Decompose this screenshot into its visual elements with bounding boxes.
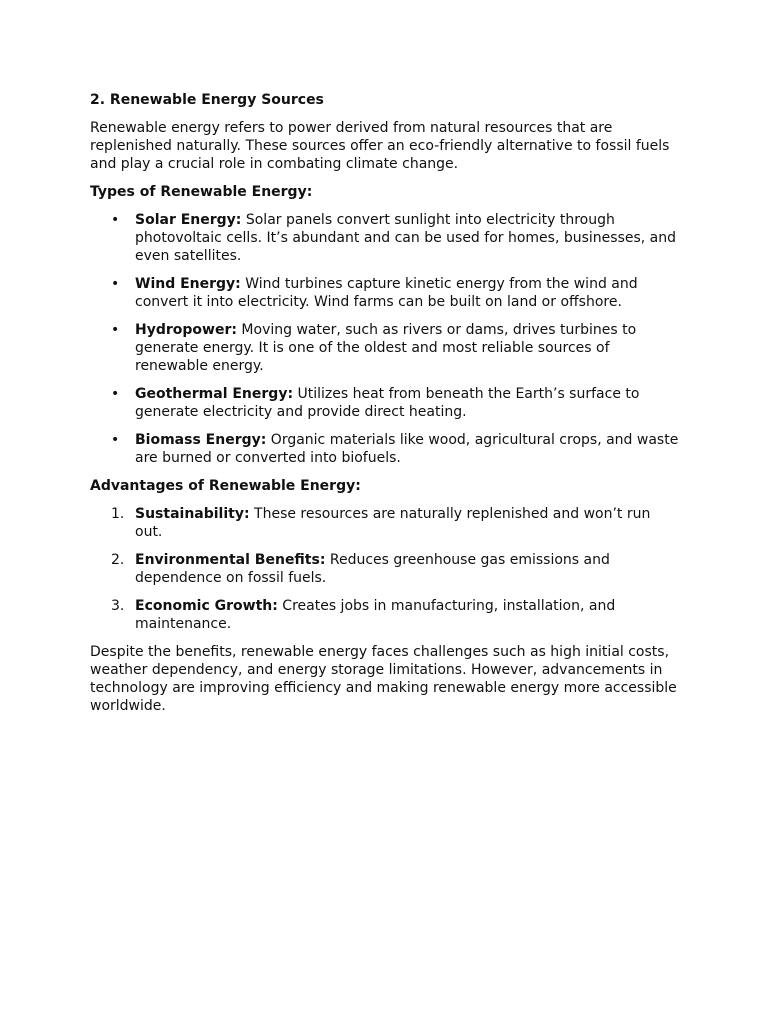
term-description: Moving water, such as rivers or dams, drives turbines to generate energy. It is one of the oldest and most reliable sources of renewable energy. xyxy=(135,322,637,374)
term-label: Wind Energy: xyxy=(135,276,241,292)
term-description: Wind turbines capture kinetic energy from the wind and convert it into electricity. Wind farms can be built on land or offshore. xyxy=(135,276,638,310)
types-list xyxy=(90,211,682,467)
types-heading: Types of Renewable Energy: xyxy=(90,184,313,200)
term-label: Sustainability: xyxy=(135,506,250,522)
bullet-marker: • xyxy=(111,276,120,292)
list-item-biomass xyxy=(111,431,682,467)
intro-paragraph: Renewable energy refers to power derived from natural resources that are replenished naturally. These sources offer an eco-friendly alternative to fossil fuels and play a crucial role in combating climate change. xyxy=(90,120,670,172)
term-label: Geothermal Energy: xyxy=(135,386,294,402)
term-label: Biomass Energy: xyxy=(135,432,267,448)
term-description: Reduces greenhouse gas emissions and dependence on fossil fuels. xyxy=(135,552,610,586)
term-label: Economic Growth: xyxy=(135,598,278,614)
list-item-sustainability xyxy=(111,505,682,541)
list-number: 2. xyxy=(111,552,125,568)
list-number: 3. xyxy=(111,598,125,614)
term-description: Creates jobs in manufacturing, installation, and maintenance. xyxy=(135,598,616,632)
bullet-marker: • xyxy=(111,322,120,338)
list-item-environmental xyxy=(111,551,682,587)
bullet-marker: • xyxy=(111,432,120,448)
term-description: These resources are naturally replenished and won’t run out. xyxy=(135,506,651,540)
advantages-list xyxy=(90,505,682,633)
advantages-heading: Advantages of Renewable Energy: xyxy=(90,478,361,494)
term-label: Solar Energy: xyxy=(135,212,242,228)
list-item-hydropower xyxy=(111,321,682,375)
bullet-marker: • xyxy=(111,212,120,228)
list-item-solar xyxy=(111,211,682,265)
term-label: Hydropower: xyxy=(135,322,237,338)
list-number: 1. xyxy=(111,506,125,522)
list-item-geothermal xyxy=(111,385,682,421)
term-description: Organic materials like wood, agricultural crops, and waste are burned or converted into biofuels. xyxy=(135,432,679,466)
term-description: Solar panels convert sunlight into electricity through photovoltaic cells. It’s abundant and can be used for homes, businesses, and even satellites. xyxy=(135,212,677,264)
section-title: 2. Renewable Energy Sources xyxy=(90,92,324,108)
term-label: Environmental Benefits: xyxy=(135,552,326,568)
bullet-marker: • xyxy=(111,386,120,402)
conclusion-paragraph: Despite the benefits, renewable energy faces challenges such as high initial costs, weather dependency, and energy storage limitations. However, advancements in technology are improving efficiency and making renewable energy more accessible worldwide. xyxy=(90,644,677,714)
document-page xyxy=(90,91,682,725)
list-item-wind xyxy=(111,275,682,311)
list-item-economic xyxy=(111,597,682,633)
term-description: Utilizes heat from beneath the Earth’s surface to generate electricity and provide direct heating. xyxy=(135,386,640,420)
